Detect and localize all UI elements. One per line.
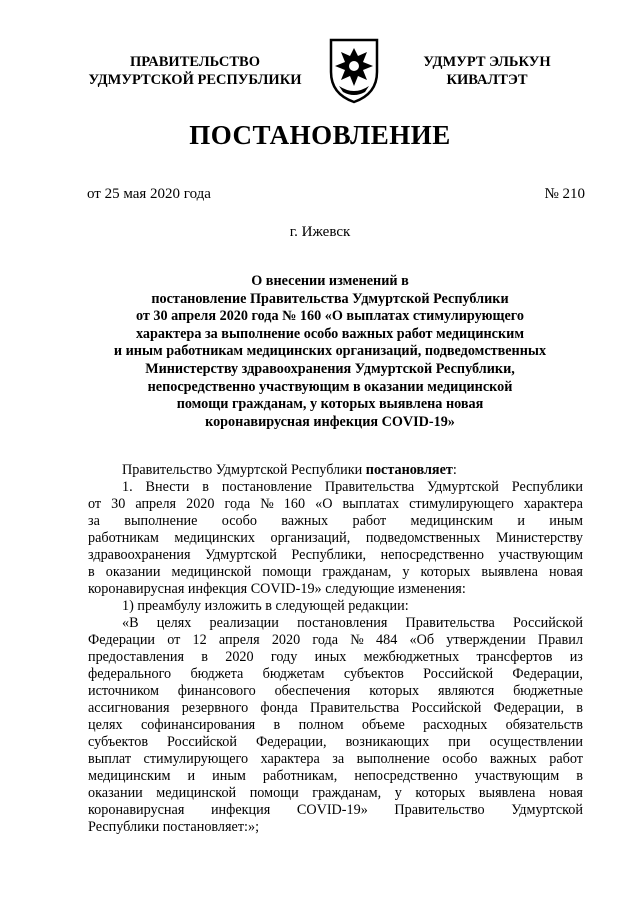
body-word: субъектов xyxy=(88,734,149,750)
body-word: у xyxy=(394,785,402,801)
body-word: Федерации, xyxy=(512,666,583,682)
body-word: медицинской xyxy=(171,564,252,580)
body-line xyxy=(88,785,583,802)
body-word: стимулирующего xyxy=(143,751,249,767)
body-word: Республики xyxy=(511,479,583,495)
intro-text: Правительство Удмуртской Республики xyxy=(122,462,366,478)
body-line xyxy=(88,496,583,513)
body-line xyxy=(88,683,583,700)
body-word: стимулирующего xyxy=(409,496,514,512)
body-word: иных xyxy=(314,649,347,665)
subject-line: характера за выполнение особо важных работ медицинским xyxy=(136,325,524,342)
body-word: COVID-19» xyxy=(296,802,368,818)
body-word: коронавирусная xyxy=(88,802,185,818)
subject-line: и иным работникам медицинских организаций, подведомственных xyxy=(113,343,547,360)
body-word: в xyxy=(576,700,583,716)
body-word: важных xyxy=(489,751,537,767)
body-word: которых xyxy=(420,564,471,580)
document-city: г. Ижевск xyxy=(289,224,351,240)
body-word: «Об xyxy=(409,632,435,648)
body-word: бюджетные xyxy=(513,683,583,699)
subject-line: непосредственно участвующим в оказании медицинской xyxy=(147,378,513,395)
body-word: 2020 xyxy=(186,496,215,512)
body-word: субъектов xyxy=(343,666,404,682)
body-word: выполнение xyxy=(356,751,430,767)
body-line xyxy=(88,632,583,649)
body-word: за xyxy=(88,513,100,529)
body-word: резервного xyxy=(181,700,249,716)
body-word: 2020 xyxy=(271,632,301,648)
body-word: финансового xyxy=(177,683,256,699)
body-word: «О xyxy=(315,496,333,512)
body-word: Правительство xyxy=(394,802,485,818)
body-word: софинансирования xyxy=(140,717,256,733)
body-line xyxy=(88,666,583,683)
body-word: Российской xyxy=(167,734,237,750)
body-word: выплат xyxy=(88,751,132,767)
body-word: «В xyxy=(122,615,139,631)
body-word: Российской xyxy=(513,615,583,631)
body-word: в xyxy=(202,479,209,495)
government-name-udmurt xyxy=(392,53,582,89)
document-subject xyxy=(80,273,580,431)
body-word: являются xyxy=(437,683,495,699)
body-word: межбюджетных xyxy=(363,649,460,665)
body-word: трансфертов xyxy=(476,649,553,665)
body-line-text: коронавирусная инфекция COVID-19» следующие изменения: xyxy=(88,581,466,597)
body-line xyxy=(88,700,583,717)
subject-line: О внесении изменений в xyxy=(251,273,409,289)
body-word: участвующим xyxy=(474,768,560,784)
body-word: характера xyxy=(260,751,320,767)
government-name-russian xyxy=(70,53,320,89)
header-right-line: УДМУРТ ЭЛЬКУН xyxy=(423,54,551,70)
document-date: от 25 мая 2020 года xyxy=(87,186,211,202)
udmurt-coat-of-arms-icon xyxy=(325,36,383,104)
body-word: иным xyxy=(212,768,246,784)
body-word: Правительства xyxy=(309,700,400,716)
body-word: которых xyxy=(369,683,420,699)
body-line xyxy=(88,581,583,598)
body-word: 30 xyxy=(111,496,126,512)
body-word: в xyxy=(273,717,281,733)
body-word: которых xyxy=(415,785,466,801)
body-word: в xyxy=(576,768,583,784)
body-word: Внести xyxy=(145,479,190,495)
body-word: от xyxy=(88,496,102,512)
body-word: полном xyxy=(298,717,344,733)
subject-line: от 30 апреля 2020 года № 160 «О выплатах стимулирующего xyxy=(136,308,524,325)
body-line xyxy=(88,649,583,666)
body-word: № xyxy=(260,496,274,512)
body-word: выявлена xyxy=(478,785,536,801)
body-word: Российской xyxy=(423,666,494,682)
body-word: медицинским xyxy=(88,768,171,784)
body-word: непосредственно xyxy=(380,547,484,563)
body-word: целях xyxy=(156,615,192,631)
body-word: Удмуртской xyxy=(427,479,499,495)
body-word: Российской xyxy=(411,700,482,716)
body-word: медицинским xyxy=(410,513,493,529)
document-title: ПОСТАНОВЛЕНИЕ xyxy=(189,120,451,150)
body-word: работ xyxy=(352,513,387,529)
body-word: Правительства xyxy=(324,479,415,495)
body-word: гражданам, xyxy=(322,564,392,580)
subject-line: постановление Правительства Удмуртской Республики xyxy=(151,290,509,307)
body-word: бюджетам xyxy=(262,666,325,682)
body-word: из xyxy=(569,649,583,665)
body-word: инфекция xyxy=(210,802,271,818)
body-word: работ xyxy=(549,751,583,767)
body-word: года xyxy=(312,632,339,648)
document-body xyxy=(88,462,583,836)
body-word: апреля xyxy=(135,496,177,512)
body-word: фонда xyxy=(260,700,298,716)
body-word: подведомственных xyxy=(365,530,481,546)
body-word: утверждении xyxy=(446,632,526,648)
body-word: в xyxy=(201,649,208,665)
body-word: выплатах xyxy=(342,496,400,512)
body-word: характера xyxy=(523,496,583,512)
body-word: году xyxy=(270,649,298,665)
body-word: апреля xyxy=(218,632,260,648)
body-word: постановление xyxy=(221,479,312,495)
body-line xyxy=(88,530,583,547)
body-word: объеме xyxy=(361,717,405,733)
body-word: осуществлении xyxy=(489,734,583,750)
body-word: Федерации xyxy=(88,632,156,648)
body-line xyxy=(88,734,583,751)
header-left-line: УДМУРТСКОЙ РЕСПУБЛИКИ xyxy=(88,72,302,88)
body-line xyxy=(88,513,583,530)
body-word: при xyxy=(448,734,471,750)
body-word: особо xyxy=(221,513,257,529)
body-word: 484 xyxy=(376,632,398,648)
body-word: целях xyxy=(88,717,123,733)
body-line xyxy=(88,768,583,785)
body-word: Федерации, xyxy=(255,734,327,750)
body-line xyxy=(88,717,583,734)
body-word: участвующим xyxy=(498,547,583,563)
document-number: № 210 xyxy=(544,186,585,202)
subject-line: Министерству здравоохранения Удмуртской Республики, xyxy=(145,360,515,377)
header-right-line: КИВАЛТЭТ xyxy=(446,72,528,88)
intro-bold: постановляет xyxy=(365,462,453,478)
body-word: Удмуртской xyxy=(205,547,277,563)
body-word: от xyxy=(167,632,181,648)
body-word: 160 xyxy=(283,496,306,512)
body-word: Правил xyxy=(537,632,583,648)
intro-colon: : xyxy=(452,462,457,478)
body-word: особо xyxy=(442,751,478,767)
body-word: источником xyxy=(88,683,159,699)
body-line xyxy=(88,598,583,615)
body-word: федерального xyxy=(88,666,172,682)
body-word: 1. xyxy=(122,479,133,495)
body-word: года xyxy=(224,496,251,512)
subject-line: помощи гражданам, у которых выявлена новая xyxy=(176,396,484,413)
body-intro xyxy=(88,462,583,479)
body-word: обязательств xyxy=(505,717,583,733)
body-word: Республики, xyxy=(291,547,367,563)
body-word: помощи xyxy=(249,785,299,801)
body-word: в xyxy=(88,564,95,580)
body-line xyxy=(88,547,583,564)
body-word: № xyxy=(350,632,364,648)
body-word: обеспечения xyxy=(274,683,351,699)
body-word: помощи xyxy=(262,564,312,580)
body-word: 2020 xyxy=(225,649,254,665)
body-word: организаций, xyxy=(270,530,351,546)
body-line-text: 1) преамбулу изложить в следующей редакции: xyxy=(122,598,409,614)
body-word: медицинских xyxy=(174,530,255,546)
body-word: выполнение xyxy=(124,513,198,529)
body-word: ассигнования xyxy=(88,700,170,716)
body-word: Министерству xyxy=(495,530,583,546)
body-word: возникающих xyxy=(345,734,430,750)
body-word: иным xyxy=(549,513,583,529)
body-word: оказании xyxy=(88,785,143,801)
body-word: за xyxy=(332,751,345,767)
body-line xyxy=(88,615,583,632)
body-word: и xyxy=(517,513,525,529)
body-word: Федерации, xyxy=(493,700,565,716)
body-word: здравоохранения xyxy=(88,547,191,563)
subject-line: коронавирусная инфекция COVID-19» xyxy=(205,413,455,430)
body-word: выявлена xyxy=(481,564,538,580)
body-word: 12 xyxy=(192,632,207,648)
body-word: постановления xyxy=(297,615,388,631)
body-word: работникам xyxy=(88,530,159,546)
body-word: важных xyxy=(281,513,329,529)
body-line xyxy=(88,751,583,768)
body-word: новая xyxy=(548,785,583,801)
body-line-text: Республики постановляет:»; xyxy=(88,819,260,835)
body-word: у xyxy=(402,564,410,580)
body-word: реализации xyxy=(209,615,279,631)
body-word: оказании xyxy=(105,564,161,580)
body-word: бюджета xyxy=(190,666,244,682)
body-word: Удмуртской xyxy=(511,802,583,818)
body-word: предоставления xyxy=(88,649,185,665)
body-line xyxy=(88,479,583,496)
body-word: Правительства xyxy=(405,615,495,631)
body-word: новая xyxy=(548,564,583,580)
header-left-line: ПРАВИТЕЛЬСТВО xyxy=(130,54,260,70)
body-line xyxy=(88,564,583,581)
body-word: непосредственно xyxy=(354,768,458,784)
body-word: медицинской xyxy=(156,785,237,801)
body-line xyxy=(88,819,583,836)
body-word: гражданам, xyxy=(312,785,382,801)
body-paragraphs xyxy=(88,479,583,836)
body-word: и xyxy=(187,768,196,784)
body-word: работникам, xyxy=(262,768,338,784)
body-word: расходных xyxy=(423,717,488,733)
body-line xyxy=(88,802,583,819)
